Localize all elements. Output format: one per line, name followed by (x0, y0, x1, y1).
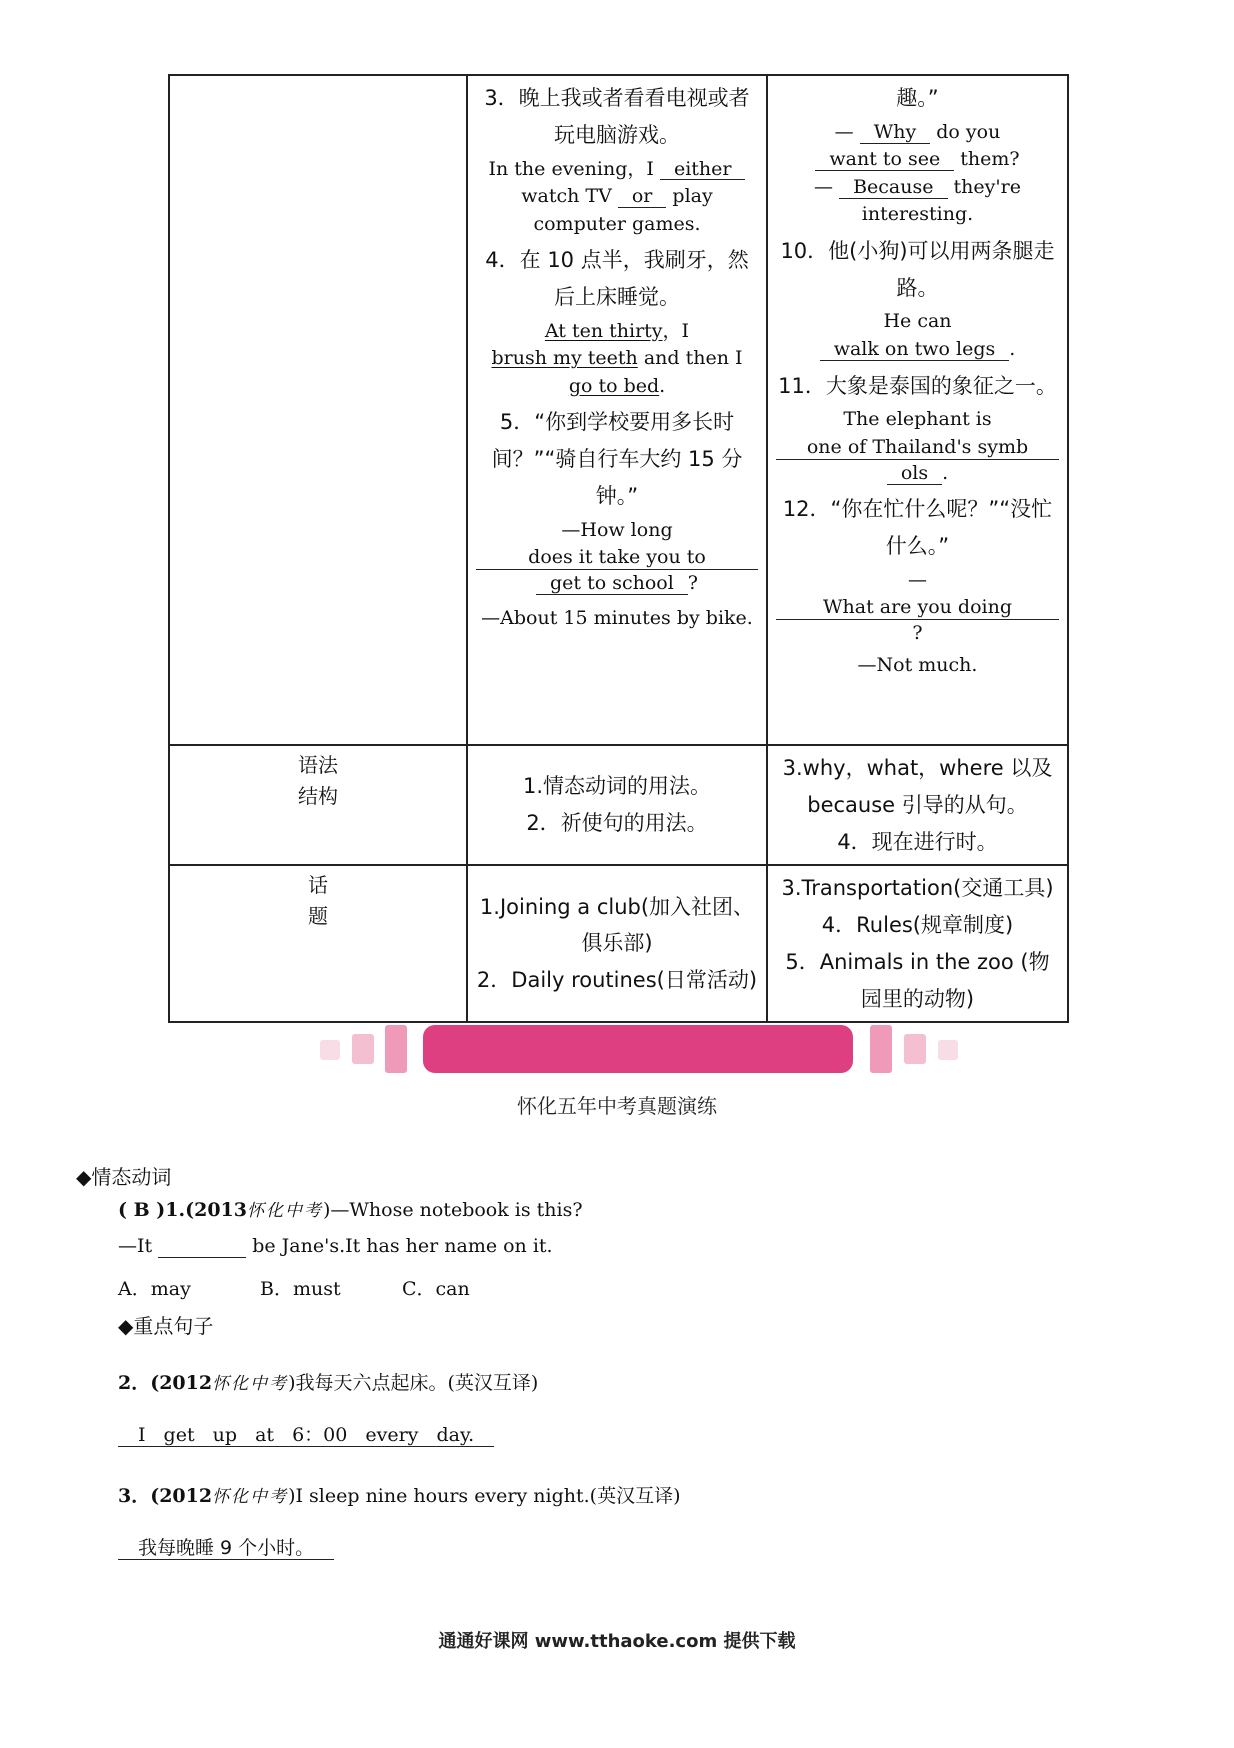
banner-square-right-2 (904, 1034, 926, 1064)
item-3-blank-1: either (660, 160, 746, 181)
topic-item-1: 1.Joining a club(加入社团、俱乐部) (479, 894, 755, 956)
grammar-item-4: 4．现在进行时。 (837, 829, 998, 854)
question-1: ( B )1.(2013怀化中考)—Whose notebook is this? (118, 1199, 583, 1221)
item-3-blank-2: or (618, 187, 667, 208)
item-5-cn: 5．“你到学校要用多长时间？”“骑自行车大约 15 分钟。” (491, 410, 743, 508)
question-1-options (118, 1274, 470, 1301)
item-10-cn: 10．他(小狗)可以用两条腿走路。 (780, 238, 1055, 300)
summary-table (168, 74, 1069, 1023)
banner-square-right-1 (870, 1025, 892, 1073)
question-1-blank (158, 1237, 246, 1258)
grammar-label: 语法结构 (169, 745, 467, 865)
section-caption: 怀化五年中考真题演练 (517, 1094, 717, 1118)
item-4-blank-3: go to bed (568, 374, 660, 397)
option-a: A．may (118, 1278, 191, 1300)
item-11-blank-1: one of Thailand's symb (776, 434, 1059, 460)
question-3: 3．(2012怀化中考)I sleep nine hours every night.(英汉互译) (118, 1485, 681, 1507)
topic-row (169, 865, 1068, 1022)
empty-label-cell (169, 75, 467, 745)
item-10-en: He can walk on two legs . (776, 308, 1059, 363)
question-1-line-2: —It be Jane's.It has her name on it. (118, 1235, 553, 1257)
item-9-blank-1: Why (860, 123, 931, 144)
banner-square-left-1 (385, 1025, 407, 1073)
item-4-en: At ten thirty，I brush my teeth and then I go to bed. (491, 319, 743, 397)
item-11-blank-2: ols (887, 464, 942, 485)
grammar-item-2: 2．祈使句的用法。 (526, 811, 708, 836)
banner-square-left-2 (352, 1034, 374, 1064)
banner-bar (423, 1025, 853, 1073)
question-2-answer: I get up at 6：00 every day. (118, 1424, 494, 1447)
item-5-en: —How long does it take you to get to school ? (476, 517, 758, 598)
grammar-row (169, 745, 1068, 865)
item-5-answer: —About 15 minutes by bike. (481, 607, 753, 630)
grammar-col2 (467, 745, 767, 865)
option-b: B．must (260, 1278, 341, 1300)
key-section-title: ◆重点句子 (118, 1314, 214, 1338)
item-9-en: — Why do you want to see them? — Because they're interesting. (814, 120, 1021, 226)
sentences-col2 (467, 75, 767, 745)
grammar-item-1: 1.情态动词的用法。 (522, 774, 712, 799)
topic-col3 (767, 865, 1068, 1022)
item-12-en: — What are you doing ? (776, 567, 1059, 648)
item-12-answer: —Not much. (857, 653, 978, 676)
item-3-en: In the evening，I either watch TV or play computer games. (476, 156, 758, 239)
question-3-answer: 我每晚睡 9 个小时。 (118, 1537, 334, 1560)
section-banner (320, 1025, 960, 1073)
item-12-cn: 12．“你在忙什么呢？”“没忙什么。” (782, 497, 1053, 558)
topic-item-5: 5．Animals in the zoo (物园里的动物) (785, 949, 1050, 1011)
item-11-en: The elephant is one of Thailand's symb ols . (776, 406, 1059, 487)
sentences-row (169, 75, 1068, 745)
item-9-cn: 趣。” (896, 86, 939, 110)
item-5-blank-2: get to school (536, 574, 688, 595)
topic-item-3: 3.Transportation(交通工具) (781, 876, 1054, 901)
item-4-blank-2: brush my teeth (491, 347, 638, 370)
banner-square-right-3 (938, 1040, 958, 1060)
item-4-cn: 4．在 10 点半，我刷牙，然后上床睡觉。 (485, 248, 749, 309)
item-9-blank-2: want to see (815, 150, 954, 171)
item-5-blank-1: does it take you to (476, 544, 758, 570)
item-3-cn: 3．晚上我或者看看电视或者玩电脑游戏。 (484, 86, 750, 147)
option-c: C．can (402, 1278, 470, 1300)
item-10-blank-1: walk on two legs (820, 340, 1010, 361)
item-11-cn: 11．大象是泰国的象征之一。 (778, 373, 1057, 398)
grammar-item-3: 3.why，what，where 以及 because 引导的从句。 (782, 756, 1053, 817)
footer-credit: 通通好课网 www.tthaoke.com 提供下载 (438, 1631, 796, 1652)
topic-col2 (467, 865, 767, 1022)
grammar-col3 (767, 745, 1068, 865)
question-2: 2．(2012怀化中考)我每天六点起床。(英汉互译) (118, 1372, 539, 1394)
item-4-blank-1: At ten thirty (544, 319, 663, 342)
item-9-blank-3: Because (839, 178, 947, 199)
item-12-blank-1: What are you doing (776, 594, 1059, 620)
banner-square-left-3 (320, 1040, 340, 1060)
sentences-col3 (767, 75, 1068, 745)
topic-item-4: 4．Rules(规章制度) (821, 913, 1014, 937)
modal-section-title: ◆情态动词 (76, 1165, 172, 1189)
topic-item-2: 2．Daily routines(日常活动) (476, 968, 758, 993)
topic-label: 话题 (169, 865, 467, 1022)
